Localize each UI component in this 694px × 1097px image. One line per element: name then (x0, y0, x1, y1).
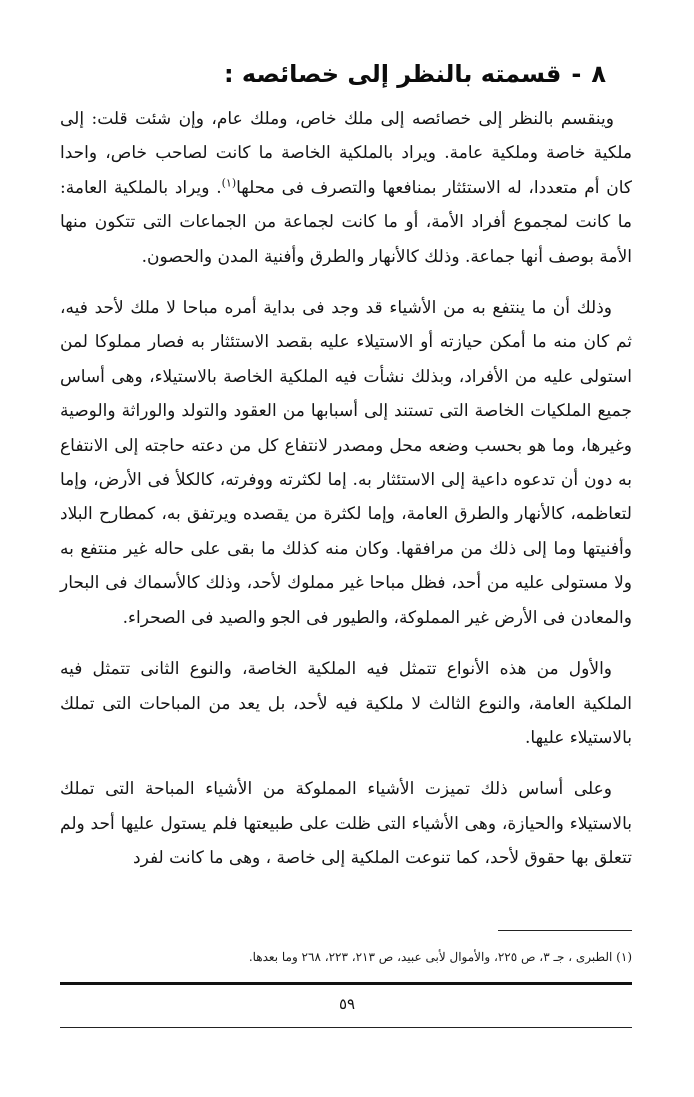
section-heading (224, 56, 606, 92)
section-dash: - (571, 60, 582, 88)
paragraph-1-text: وينقسم بالنظر إلى خصائصه إلى ملك خاص، وملك عام، وإن شئت قلت: إلى ملكية خاصة وملكية عامة. ويراد بالملكية الخاصة ما كانت لصاحب خاص، واحدا كان أم متعددا، له الاستئثار بمنافعها والتصرف فى محلها (60, 109, 633, 198)
footnote-separator (498, 930, 632, 931)
section-number: ٨ (591, 60, 606, 88)
paragraph-1-text-continued: . ويراد بالملكية العامة: ما كانت لمجموع أفراد الأمة، أو ما كانت لجماعة من الجماعات التى تتكون منها الأمة بوصف أنها جماعة. وذلك كالأنهار والطرق وأفنية المدن والحصون. (60, 177, 632, 267)
page-number: ٥٩ (338, 995, 356, 1013)
paragraph-2: وذلك أن ما ينتفع به من الأشياء قد وجد فى بداية أمره مباحا لا ملك لأحد فيه، ثم كان منه ما أمكن حيازته أو الاستيلاء عليه بقصد الاستئثار به فصار مملوكا لمن استولى عليه من الأفراد، وبذلك نشأت فيه الملكية الخاصة بالاستيلاء، وهى أساس جميع الملكيات الخاصة التى تستند إلى أسبابها من العقود والتولد والوراثة والوصية وغيرها، وما هو بحسب وضعه محل ومصدر لانتفاع كل من دعته حاجته إلى الانتفاع به دون أن تدعوه داعية إلى الاستئثار به. إما لكثرته ووفرته، كالكلأ فى الأرض، وإما لتعاظمه، كالأنهار والطرق العامة، وإما لكثرة من يقصده ويرتفق به، كمطارح البلاد وأفنيتها وما إلى ذلك من مرافقها. وكان منه كذلك ما بقى على حاله غير منتفع به ولا مستولى عليه من أحد، فظل مباحا غير مملوك لأحد، وذلك كالأسماك فى البحار والمعادن فى الأرض غير المملوكة، والطيور فى الجو والصيد فى الصحراء. (60, 298, 632, 628)
bottom-rule-thin (60, 1027, 632, 1028)
section-title: قسمته بالنظر إلى خصائصه : (223, 60, 562, 88)
body-text (60, 102, 632, 893)
footnote: (١) الطبرى ، جـ ٣، ص ٢٢٥، والأموال لأبى عبيد، ص ٢١٣، ٢٢٣، ٢٦٨ وما بعدها. (248, 950, 632, 964)
bottom-rule (60, 982, 632, 985)
paragraph-3: والأول من هذه الأنواع تتمثل فيه الملكية الخاصة، والنوع الثانى تتمثل فيه الملكية العامة، والنوع الثالث لا ملكية فيه لأحد، بل يعد من المباحات التى تملك بالاستيلاء عليها. (60, 659, 632, 748)
paragraph-4: وعلى أساس ذلك تميزت الأشياء المملوكة من الأشياء المباحة التى تملك بالاستيلاء والحيازة، وهى الأشياء التى ظلت على طبيعتها فلم يستول عليها أحد ولم تتعلق بها حقوق لأحد، كما تنوعت الملكية إلى خاصة ، وهى ما كانت لفرد (60, 779, 632, 869)
paragraph-1 (60, 102, 632, 274)
footnote-reference: (١) (221, 176, 237, 190)
